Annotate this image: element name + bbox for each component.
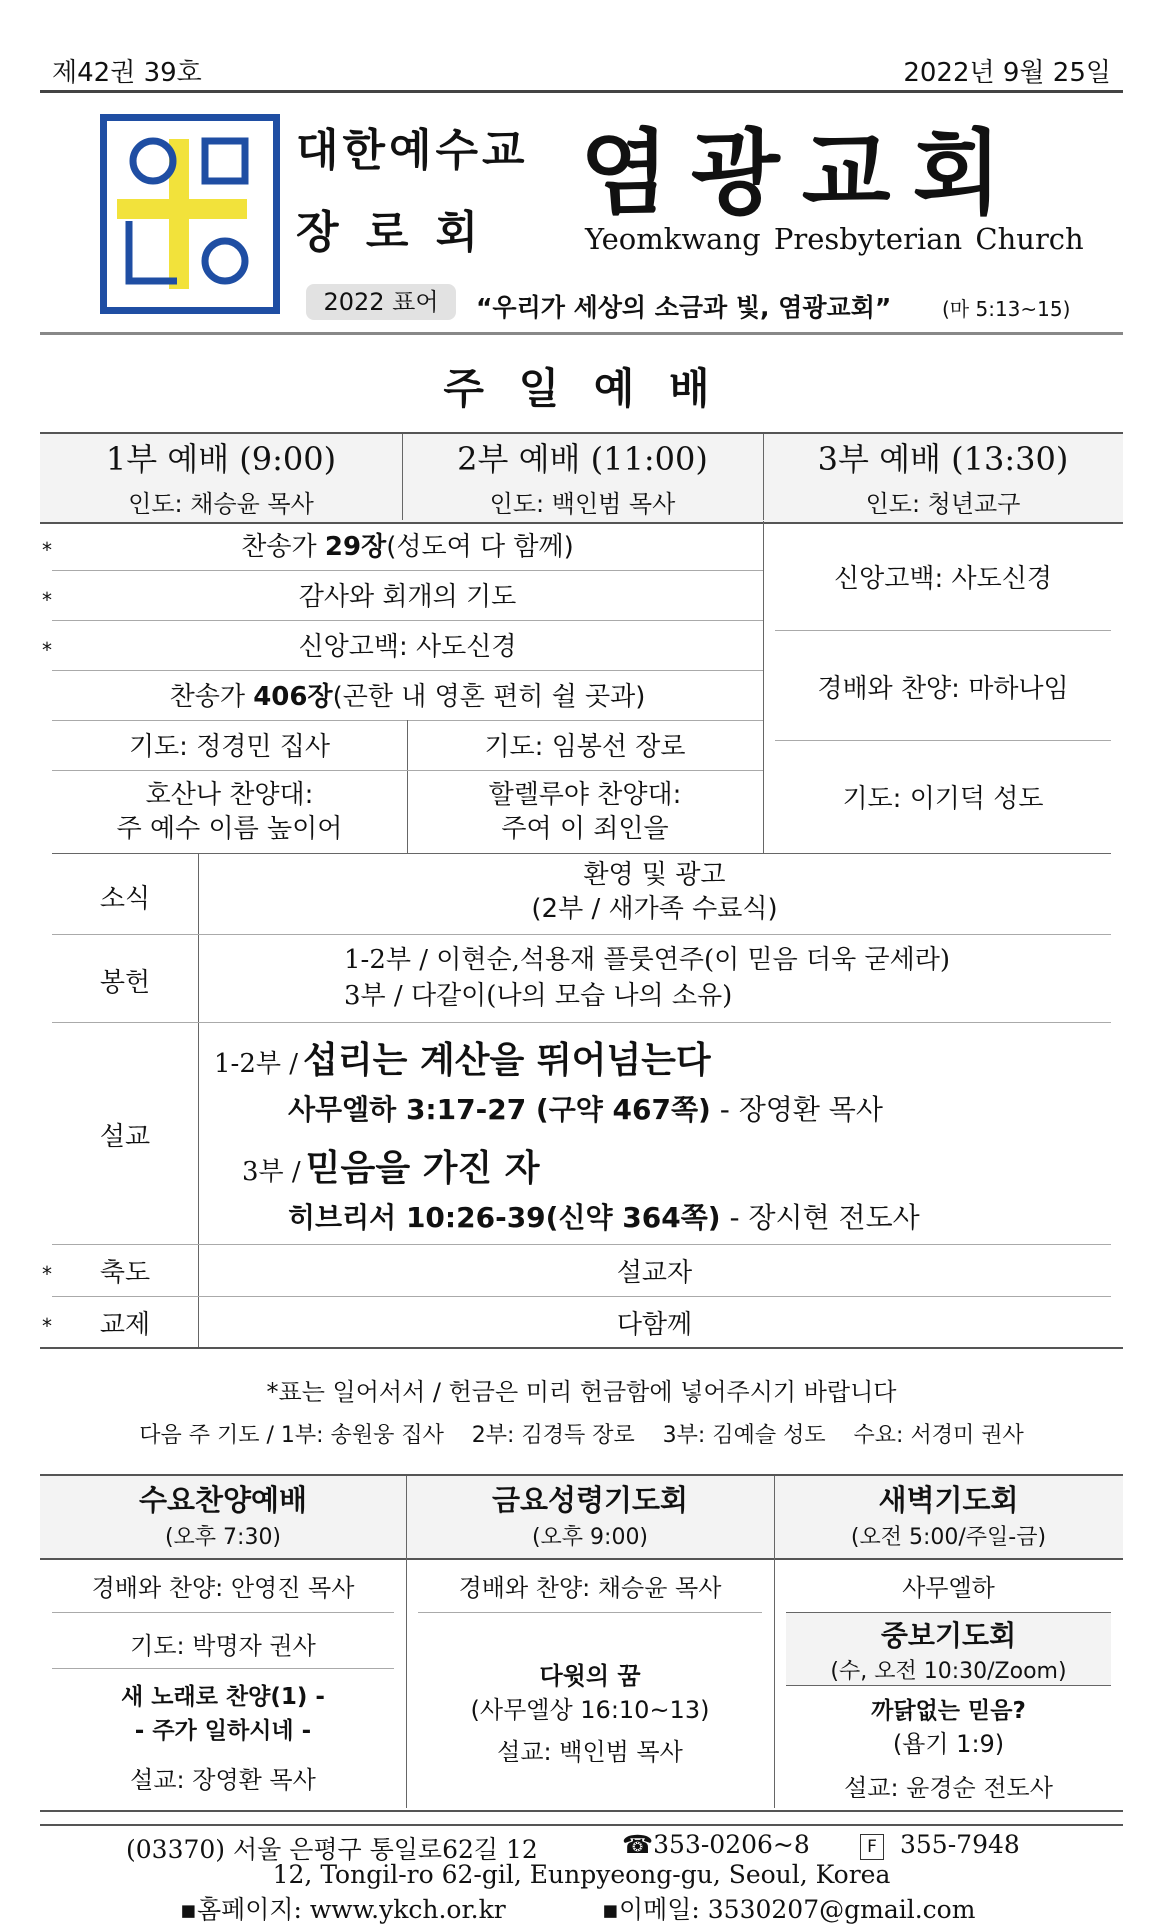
denomination-line2: 장 로 회 [296, 207, 485, 258]
service-3-name: 3부 예배 (13:30) [817, 440, 1069, 478]
standing-note: *표는 일어서서 / 헌금은 미리 헌금함에 넣어주시기 바랍니다 [266, 1378, 897, 1406]
third-prayer: 기도: 이기덕 성도 [842, 784, 1044, 814]
footer-address-english: 12, Tongil-ro 62-gil, Eunpyeong-gu, Seoul, Korea [272, 1860, 891, 1889]
service-2-name: 2부 예배 (11:00) [457, 440, 708, 478]
blessing-label: 축도 [99, 1258, 151, 1288]
wednesday-prayer: 기도: 박명자 권사 [130, 1632, 316, 1660]
volume-number: 제42권 39호 [52, 58, 202, 88]
prayer-service-2: 기도: 임봉선 장로 [484, 732, 686, 762]
third-praise: 경배와 찬양: 마하나임 [817, 674, 1069, 704]
fellowship-label: 교제 [99, 1310, 151, 1340]
news-label: 소식 [99, 884, 151, 914]
service-1-leader: 인도: 채승윤 목사 [128, 490, 314, 518]
intercession-sermon: 까닭없는 믿음? [871, 1698, 1026, 1724]
friday-time: (오후 9:00) [531, 1525, 649, 1550]
fax-icon: F [860, 1834, 884, 1860]
cross-logo-icon [107, 121, 273, 307]
footer-fax: 355-7948 [900, 1830, 1020, 1859]
choir-service-2: 할렐루야 찬양대: 주여 이 죄인을 [488, 780, 682, 844]
friday-sermon-title: 다윗의 꿈 [539, 1662, 641, 1690]
church-logo [100, 114, 280, 314]
next-week-prayer: 다음 주 기도 / 1부: 송원웅 집사 2부: 김경득 장로 3부: 김예슬 성도 수요: 서경미 권사 [139, 1423, 1024, 1448]
news-content: 환영 및 광고 (2부 / 새가족 수료식) [531, 860, 778, 924]
prayer-service-1: 기도: 정경민 집사 [128, 732, 331, 762]
intercession-title: 중보기도회 [880, 1619, 1017, 1652]
footer-email[interactable]: ▪이메일: 3530207@gmail.com [602, 1895, 976, 1924]
intercession-preacher: 설교: 윤경순 전도사 [844, 1774, 1053, 1802]
friday-title: 금요성령기도회 [491, 1483, 689, 1517]
sermon-2-reference: 히브리서 10:26-39(신약 364쪽) - 장시현 전도사 [288, 1201, 920, 1234]
wednesday-praise: 경배와 찬양: 안영진 목사 [91, 1574, 355, 1602]
wednesday-title: 수요찬양예배 [138, 1483, 308, 1517]
sermon-1-title: 1-2부 / 섭리는 계산을 뛰어넘는다 [214, 1040, 711, 1081]
church-name-english: Yeomkwang Presbyterian Church [585, 222, 1084, 256]
footer-address: (03370) 서울 은평구 통일로62길 12 [126, 1835, 538, 1864]
intercession-time: (수, 오전 10:30/Zoom) [830, 1659, 1067, 1684]
footer-homepage[interactable]: ▪홈페이지: www.ykch.or.kr [180, 1895, 506, 1924]
creed: 신앙고백: 사도신경 [298, 632, 517, 662]
third-creed: 신앙고백: 사도신경 [834, 564, 1052, 594]
dawn-book: 사무엘하 [902, 1574, 995, 1602]
hymn-second: 찬송가 406장(곤한 내 영혼 편히 쉴 곳과) [169, 682, 646, 712]
motto-reference: (마 5:13~15) [942, 297, 1071, 321]
denomination-line1: 대한예수교 [296, 125, 529, 176]
standing-mark: * [42, 588, 52, 612]
church-name: 염광교회 [580, 120, 1024, 227]
standing-mark: * [42, 1314, 52, 1338]
friday-praise: 경배와 찬양: 채승윤 목사 [458, 1574, 722, 1602]
bulletin-date: 2022년 9월 25일 [903, 58, 1111, 88]
wednesday-sermon: 새 노래로 찬양(1) - - 주가 일하시네 - [121, 1684, 325, 1744]
motto-tag: 2022 표어 [306, 284, 456, 320]
dawn-time: (오전 5:00/주일-금) [850, 1525, 1047, 1550]
motto: “우리가 세상의 소금과 빛, 염광교회” [476, 293, 892, 322]
dawn-title: 새벽기도회 [878, 1483, 1019, 1517]
service-1-name: 1부 예배 (9:00) [105, 440, 337, 478]
offering-label: 봉헌 [99, 968, 151, 998]
sermon-1-reference: 사무엘하 3:17-27 (구약 467쪽) - 장영환 목사 [288, 1093, 883, 1126]
fellowship-value: 다함께 [616, 1310, 693, 1340]
hymn-opening: 찬송가 29장(성도여 다 함께) [241, 532, 574, 562]
prayer-confession: 감사와 회개의 기도 [298, 582, 517, 612]
footer-phone: ☎353-0206~8 [622, 1830, 810, 1859]
friday-sermon-reference: (사무엘상 16:10~13) [470, 1696, 710, 1724]
standing-mark: * [42, 538, 52, 562]
service-3-leader: 인도: 청년교구 [865, 490, 1021, 518]
wednesday-preacher: 설교: 장영환 목사 [130, 1766, 316, 1794]
offering-content: 1-2부 / 이현순,석용재 플룻연주(이 믿음 더욱 굳세라) 3부 / 다같이(나의 모습 나의 소유) [344, 945, 950, 1011]
sunday-worship-title: 주 일 예 배 [443, 364, 720, 413]
standing-mark: * [42, 1262, 52, 1286]
intercession-reference: (욥기 1:9) [892, 1730, 1005, 1758]
blessing-value: 설교자 [616, 1258, 693, 1288]
standing-mark: * [42, 638, 52, 662]
choir-service-1: 호산나 찬양대: 주 예수 이름 높이어 [116, 780, 343, 844]
service-2-leader: 인도: 백인범 목사 [489, 490, 676, 518]
sermon-label: 설교 [99, 1122, 151, 1152]
wednesday-time: (오후 7:30) [164, 1525, 282, 1550]
friday-preacher: 설교: 백인범 목사 [497, 1738, 683, 1766]
sermon-2-title: 3부 / 믿음을 가진 자 [242, 1148, 540, 1189]
